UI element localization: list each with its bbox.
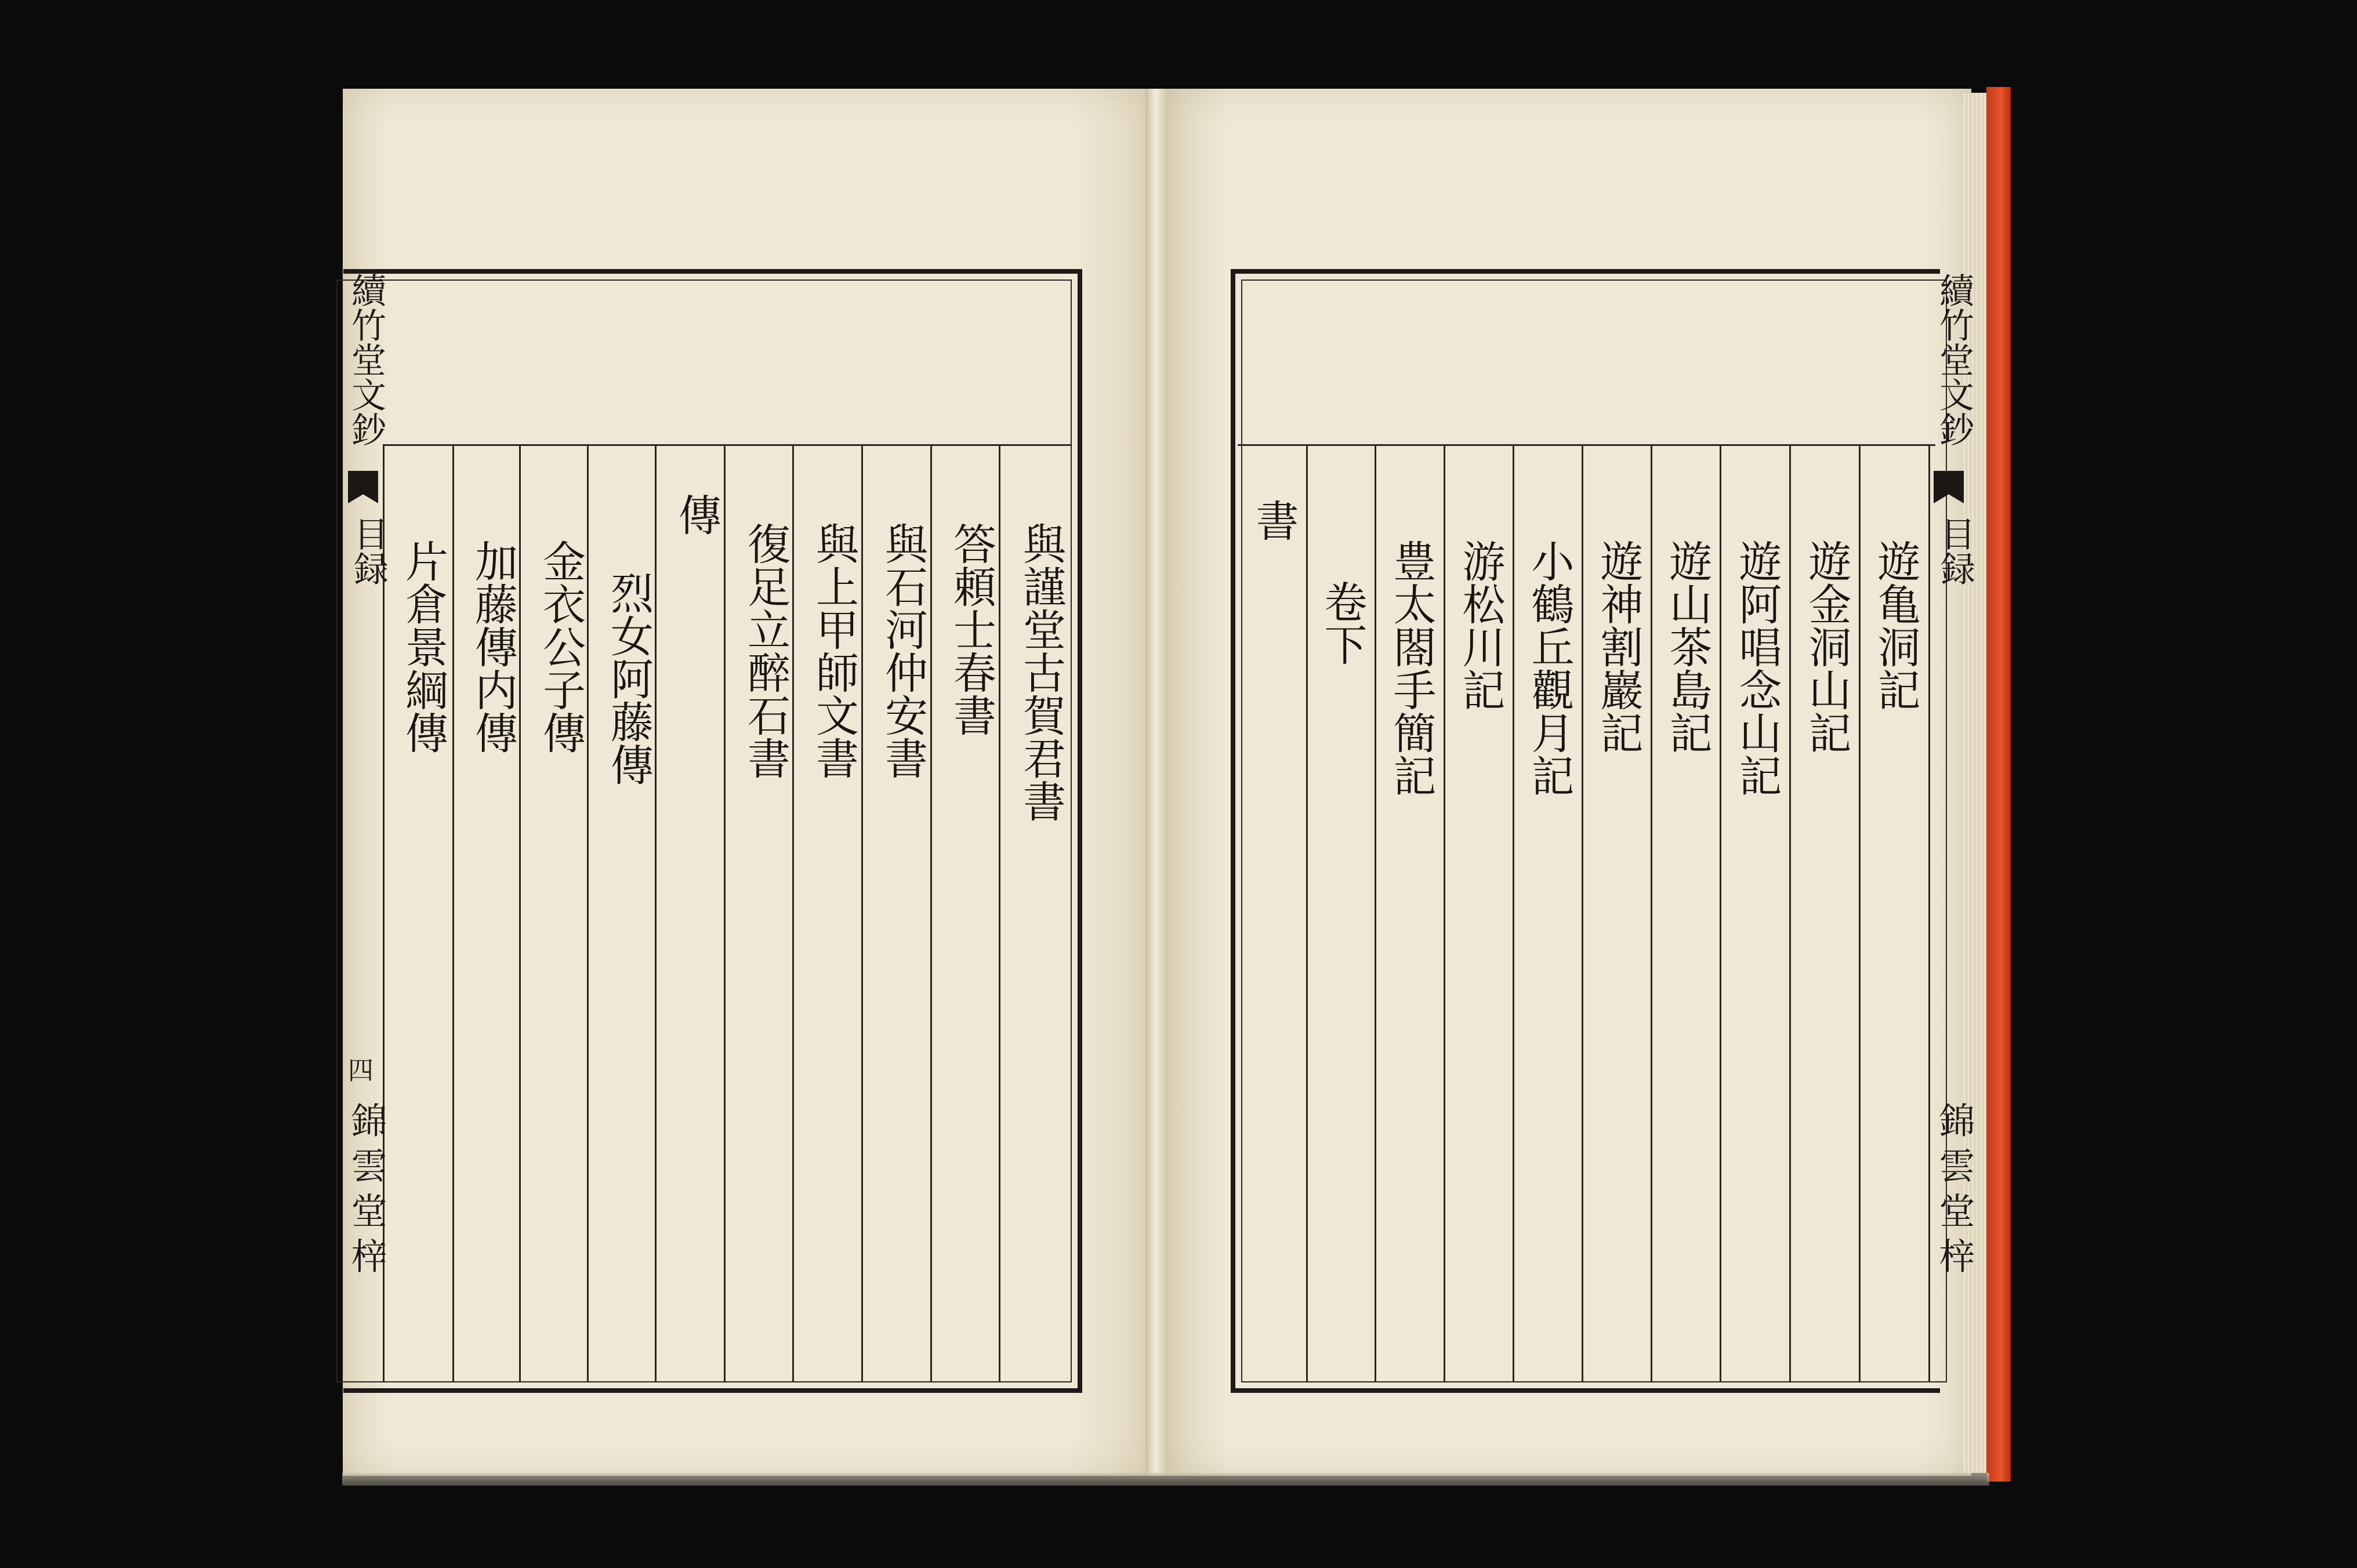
right-entry-text: 游松川記 — [1455, 539, 1506, 711]
left-heading-text: 傳 — [672, 493, 721, 536]
right-volume-text: 卷下 — [1317, 580, 1368, 666]
right-column-rule — [1720, 444, 1721, 1381]
book-gutter — [1145, 89, 1167, 1476]
right-entry-text: 小鶴丘觀月記 — [1524, 539, 1575, 797]
right-column-rule — [1582, 444, 1583, 1381]
left-entry-8 — [464, 539, 522, 754]
right-entry-text: 豊太閤手簡記 — [1386, 539, 1437, 797]
right-column-rule — [1513, 444, 1514, 1381]
right-column-rule — [1928, 444, 1930, 1381]
right-entry-text: 遊阿唱念山記 — [1732, 539, 1782, 797]
right-entry-text: 遊山茶島記 — [1662, 539, 1713, 754]
left-entry-4 — [805, 522, 863, 779]
left-page-frame — [343, 269, 1082, 1393]
right-header-rule — [1238, 444, 1935, 446]
right-entry-text: 遊金洞山記 — [1801, 539, 1852, 754]
right-page-frame — [1231, 269, 1940, 1393]
bottom-cover-edge — [342, 1473, 1989, 1486]
left-entry-6 — [600, 571, 658, 786]
left-entry-text: 與謹堂古賀君書 — [1016, 522, 1066, 822]
left-entry-text: 與石河仲安書 — [878, 522, 928, 779]
left-entry-text: 答頼士春書 — [947, 522, 996, 736]
right-entry-text: 遊亀洞記 — [1870, 539, 1921, 711]
right-column-rule — [1859, 444, 1861, 1381]
left-entry-3 — [874, 522, 932, 779]
right-entry-4 — [1657, 539, 1718, 754]
left-entry-5 — [737, 522, 795, 779]
right-column-rule — [1789, 444, 1791, 1381]
left-page-number: 四 — [348, 1056, 374, 1086]
left-entry-text: 加藤傳内傳 — [468, 539, 518, 754]
right-entry-5 — [1588, 539, 1649, 754]
left-spine-section-text: 目録 — [348, 516, 389, 586]
right-column-rule — [1444, 444, 1445, 1381]
right-entry-3 — [1727, 539, 1787, 797]
right-entry-text: 遊神割巖記 — [1593, 539, 1644, 754]
right-column-rule — [1306, 444, 1308, 1381]
right-entry-7 — [1450, 539, 1511, 711]
left-header-rule — [383, 444, 1071, 446]
left-column-rule — [724, 444, 726, 1381]
left-column-rule — [452, 444, 454, 1381]
red-cover-edge — [1986, 87, 2011, 1482]
right-entry-6 — [1519, 539, 1580, 797]
right-volume-label — [1312, 580, 1373, 666]
left-entry-text: 片倉景綱傳 — [398, 539, 448, 754]
left-entry-text: 烈女阿藤傳 — [604, 571, 654, 786]
left-entry-2 — [942, 522, 1000, 736]
left-spine-title — [343, 273, 389, 447]
right-entry-2 — [1796, 539, 1857, 754]
left-entry-text: 復足立醉石書 — [741, 522, 790, 779]
left-entry-1 — [1012, 522, 1070, 822]
right-column-rule — [1375, 444, 1376, 1381]
left-entry-7 — [532, 539, 590, 754]
left-publisher-text: 錦雲堂梓 — [345, 1102, 387, 1283]
right-spine-title — [1931, 273, 1977, 447]
left-spine-title-text: 續竹堂文鈔 — [346, 273, 386, 447]
left-section-heading — [668, 493, 726, 536]
right-publisher — [1931, 1102, 1977, 1283]
left-entry-text: 金衣公子傳 — [536, 539, 586, 754]
right-section-heading — [1243, 499, 1304, 542]
right-entry-1 — [1865, 539, 1926, 711]
left-entry-text: 與上甲師文書 — [809, 522, 859, 779]
right-spine-section-text: 目録 — [1935, 516, 1975, 586]
right-entry-8 — [1381, 539, 1442, 797]
left-entry-9 — [394, 539, 452, 754]
right-spine-section — [1932, 516, 1978, 586]
right-publisher-text: 錦雲堂梓 — [1933, 1102, 1975, 1283]
left-spine-section — [346, 516, 391, 586]
right-spine-title-text: 續竹堂文鈔 — [1934, 273, 1974, 447]
right-column-rule — [1651, 444, 1652, 1381]
left-publisher — [343, 1102, 389, 1283]
right-heading-text: 書 — [1249, 499, 1299, 542]
